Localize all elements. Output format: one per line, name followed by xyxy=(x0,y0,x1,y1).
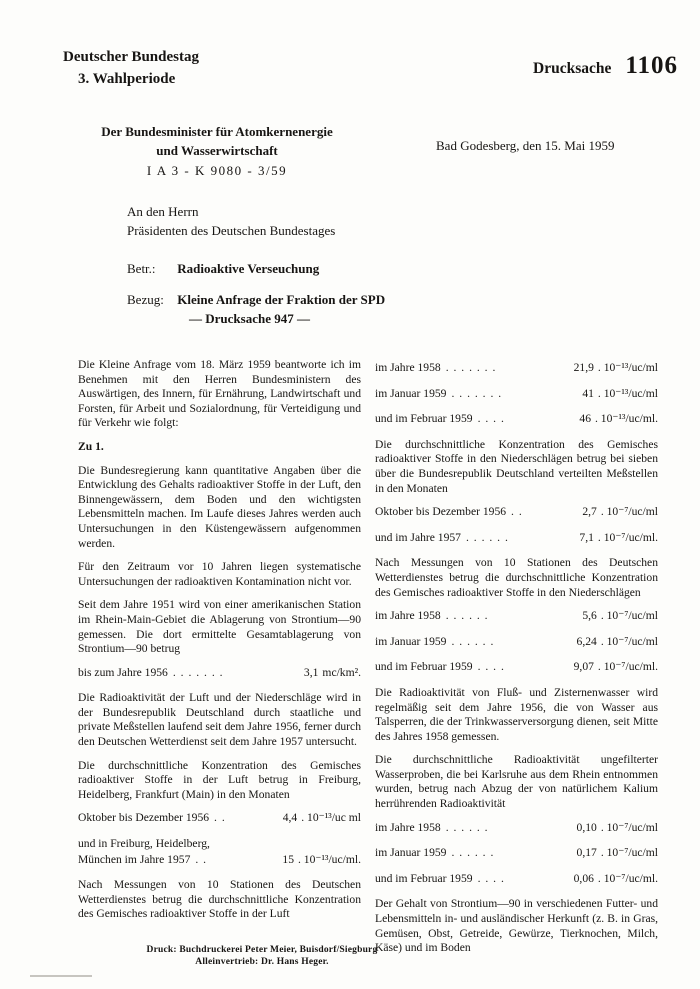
document-type-label: Drucksache xyxy=(533,60,612,77)
measurement-unit: . 10⁻⁷/uc/ml xyxy=(600,609,658,623)
measurement-preline: und in Freiburg, Heidelberg, xyxy=(78,837,210,851)
distributor-line: Alleinvertrieb: Dr. Hans Heger. xyxy=(195,957,329,967)
measurement-dots: . . . . xyxy=(477,871,505,885)
paragraph: Die Radioaktivität der Luft und der Niederschläge wird in der Bundesrepublik Deutschland durch staatliche und private Meßstellen laufend seit dem Jahre 1956, ferner durch den Deutschen Wetterdienst seit dem Jahre 1957 untersucht. xyxy=(78,691,361,749)
measurement-line xyxy=(375,821,658,836)
measurement-unit: . 10⁻⁷/uc/ml xyxy=(600,634,658,648)
measurement-line xyxy=(375,387,658,402)
subject-label: Betr.: xyxy=(127,261,156,276)
reference-text-line2: — Drucksache 947 — xyxy=(189,310,310,326)
measurement-row xyxy=(375,412,658,427)
paragraph: Die durchschnittliche Radioaktivität ungefilterter Wasserproben, die bei Karlsruhe aus dem Rhein entnommen wurden, betrug nach Abzug der von natürlichem Kalium herrührenden Radioaktivität xyxy=(375,753,658,811)
scan-artifact-line xyxy=(30,975,92,977)
measurement-value: 0,06 xyxy=(573,871,594,885)
measurement-unit: . 10⁻⁷/uc/ml. xyxy=(597,530,658,544)
recipient-block xyxy=(127,203,335,240)
measurement-dots: . . . . . . . xyxy=(172,665,224,679)
paragraph: Der Gehalt von Strontium—90 in verschiedenen Futter- und Lebensmitteln in- und ausländischer Herkunft (z. B. in Gras, Gemüsen, Obst, Getreide, Gewürze, Tierknochen, Milch, Käse) und im Boden xyxy=(375,897,658,955)
measurement-label: im Jahre 1958 xyxy=(375,820,441,834)
paragraph: Die durchschnittliche Konzentration des Gemisches radioaktiver Stoffe in den Niederschlägen betrug bei sieben über die Bundesrepublik Deutschland verteilten Meßstellen in den Monaten xyxy=(375,437,658,495)
measurement-row xyxy=(375,660,658,675)
file-reference: I A 3 - K 9080 - 3/59 xyxy=(146,163,288,178)
measurement-unit: . 10⁻⁷/uc/ml xyxy=(600,820,658,834)
measurement-row xyxy=(375,387,658,402)
measurement-line xyxy=(375,361,658,376)
measurement-dots: . . . . . . . xyxy=(451,386,503,400)
measurement-label: und im Jahre 1957 xyxy=(375,530,461,544)
measurement-dots: . . . . . . xyxy=(451,846,495,860)
measurement-label: Oktober bis Dezember 1956 xyxy=(78,811,210,825)
measurement-label: München im Jahre 1957 xyxy=(78,852,191,866)
right-column xyxy=(375,358,658,965)
measurement-line xyxy=(375,846,658,861)
measurement-unit: . 10⁻¹³/uc ml xyxy=(301,811,361,825)
measurement-line xyxy=(375,505,658,520)
measurement-label: Oktober bis Dezember 1956 xyxy=(375,505,507,519)
measurement-dots: . . xyxy=(195,852,208,866)
measurement-unit: . 10⁻¹³/uc/ml. xyxy=(595,412,658,426)
measurement-label: und im Februar 1959 xyxy=(375,660,473,674)
measurement-row xyxy=(375,505,658,520)
measurement-unit: . 10⁻¹³/uc/ml xyxy=(597,361,658,374)
document-id-block xyxy=(533,52,678,80)
measurement-value: 7,1 xyxy=(579,530,594,544)
measurement-value: 0,17 xyxy=(576,846,597,860)
measurement-dots: . . . . . . xyxy=(445,609,489,623)
subject-text: Radioaktive Verseuchung xyxy=(177,261,320,276)
measurement-value: 41 xyxy=(582,386,594,400)
measurement-unit: mc/km². xyxy=(322,665,361,679)
measurement-unit: . 10⁻⁷/uc/ml xyxy=(600,846,658,860)
measurement-dots: . . xyxy=(511,505,523,519)
measurement-line xyxy=(375,609,658,624)
measurement-label: im Januar 1959 xyxy=(375,846,447,860)
section-heading: Zu 1. xyxy=(78,439,104,453)
measurement-row xyxy=(78,853,361,868)
left-column xyxy=(78,358,361,965)
paragraph: Nach Messungen von 10 Stationen des Deutschen Wetterdienstes betrug die durchschnittliche Konzentration des Gemisches radioaktiver Stoffe in der Luft xyxy=(78,878,361,921)
measurement-line xyxy=(375,660,658,675)
legislative-period: 3. Wahlperiode xyxy=(78,71,176,87)
measurement-line xyxy=(375,635,658,650)
measurement-dots: . . . . xyxy=(477,660,505,674)
measurement-label: bis zum Jahre 1956 xyxy=(78,665,168,679)
paragraph: Die Radioaktivität von Fluß- und Zisternenwasser wird regelmäßig seit dem Jahre 1956, die von Wasser aus Talsperren, die der Trinkwasserversorgung dienen, seit Mitte des Jahres 1958 gemessen. xyxy=(375,685,658,743)
reference-text: Kleine Anfrage der Fraktion der SPD xyxy=(177,292,386,307)
measurement-label: im Jahre 1958 xyxy=(375,361,441,374)
measurement-value: 4,4 xyxy=(282,811,298,825)
sender-title-line1: Der Bundesminister für Atomkernenergie xyxy=(101,124,333,139)
measurement-dots: . . . . xyxy=(477,412,505,426)
measurement-row xyxy=(375,821,658,836)
measurement-dots: . . . . . . . xyxy=(445,361,497,374)
measurement-label: und im Februar 1959 xyxy=(375,412,473,426)
measurement-line xyxy=(78,811,361,826)
measurement-row xyxy=(375,846,658,861)
measurement-value: 0,10 xyxy=(576,820,597,834)
measurement-row xyxy=(375,609,658,624)
measurement-value: 9,07 xyxy=(573,660,594,674)
measurement-unit: . 10⁻⁷/uc/ml xyxy=(600,505,658,519)
measurement-row xyxy=(375,531,658,546)
measurement-unit: . 10⁻¹³/uc/ml xyxy=(597,386,658,400)
subject-row xyxy=(127,261,319,277)
measurement-unit: . 10⁻⁷/uc/ml. xyxy=(597,871,658,885)
measurement-unit: . 10⁻⁷/uc/ml. xyxy=(597,660,658,674)
measurement-value: 46 xyxy=(579,412,591,426)
paragraph: Für den Zeitraum vor 10 Jahren liegen systematische Untersuchungen der radioaktiven Kontamination nicht vor. xyxy=(78,560,361,588)
measurement-line xyxy=(375,872,658,887)
measurement-value: 21,9 xyxy=(573,361,594,374)
measurement-line xyxy=(78,837,361,867)
measurement-dots: . . . . . . xyxy=(465,530,509,544)
measurement-value: 6,24 xyxy=(576,634,597,648)
sender-title-line2: und Wasserwirtschaft xyxy=(156,143,278,158)
measurement-dots: . . . . . . xyxy=(445,820,489,834)
recipient-line2: Präsidenten des Deutschen Bundestages xyxy=(127,222,336,238)
parliament-header xyxy=(63,46,199,90)
measurement-dots: . . xyxy=(214,811,226,825)
reference-label: Bezug: xyxy=(127,292,164,307)
measurement-value: 2,7 xyxy=(582,505,597,519)
paragraph: Die Kleine Anfrage vom 18. März 1959 beantworte ich im Benehmen mit den Herren Bundesministern des Auswärtigen, des Innern, für Ernährung, Landwirtschaft und Forsten, für Arbeit und Sozialordnung, für Verteidigung und für Verkehr wie folgt: xyxy=(78,358,361,430)
measurement-value: 5,6 xyxy=(582,609,597,623)
measurement-line xyxy=(375,531,658,546)
paragraph: Die Bundesregierung kann quantitative Angaben über die Entwicklung des Gehalts radioaktiver Stoffe in der Luft, den Binnengewässern, dem Boden und den wichtigsten Lebensmitteln machen. Im Laufe dieses Jahres werden auch Untersuchungen in den Küstengewässern aufgenommen werden. xyxy=(78,463,361,550)
measurement-line xyxy=(78,666,361,681)
measurement-label: im Januar 1959 xyxy=(375,634,447,648)
paragraph: Die durchschnittliche Konzentration des Gemisches radioaktiver Stoffe in der Luft betrug in Freiburg, Heidelberg, Frankfurt (Main) in den Monaten xyxy=(78,758,361,801)
measurement-label: und im Februar 1959 xyxy=(375,871,473,885)
imprint-footer xyxy=(62,944,462,968)
body-columns xyxy=(78,358,658,965)
measurement-label: im Januar 1959 xyxy=(375,386,447,400)
measurement-row xyxy=(375,872,658,887)
measurement-row xyxy=(78,666,361,681)
paragraph: Nach Messungen von 10 Stationen des Deutschen Wetterdienstes betrug die durchschnittliche Konzentration des Gemisches radioaktiver Stoffe in den Niederschlägen xyxy=(375,556,658,599)
reference-row xyxy=(127,291,385,328)
measurement-label: im Jahre 1958 xyxy=(375,609,441,623)
document-number: 1106 xyxy=(625,52,678,79)
place-and-date: Bad Godesberg, den 15. Mai 1959 xyxy=(436,138,615,153)
measurement-row xyxy=(375,361,658,376)
measurement-value: 15 xyxy=(282,852,294,866)
measurement-row xyxy=(78,811,361,826)
paragraph: Seit dem Jahre 1951 wird von einer amerikanischen Station im Rhein-Main-Gebiet die Ablagerung von Strontium—90 gemessen. Die dort ermittelte Gesamtablagerung von Strontium—90 betrug xyxy=(78,598,361,656)
measurement-unit: . 10⁻¹³/uc/ml. xyxy=(298,852,361,866)
parliament-name: Deutscher Bundestag xyxy=(63,49,199,65)
printer-line: Druck: Buchdruckerei Peter Meier, Buisdorf/Siegburg xyxy=(146,945,378,955)
measurement-value: 3,1 xyxy=(303,665,319,679)
measurement-row xyxy=(375,635,658,650)
measurement-dots: . . . . . . xyxy=(451,634,495,648)
sender-block xyxy=(93,122,341,180)
measurement-line xyxy=(375,412,658,427)
recipient-line1: An den Herrn xyxy=(127,204,199,219)
